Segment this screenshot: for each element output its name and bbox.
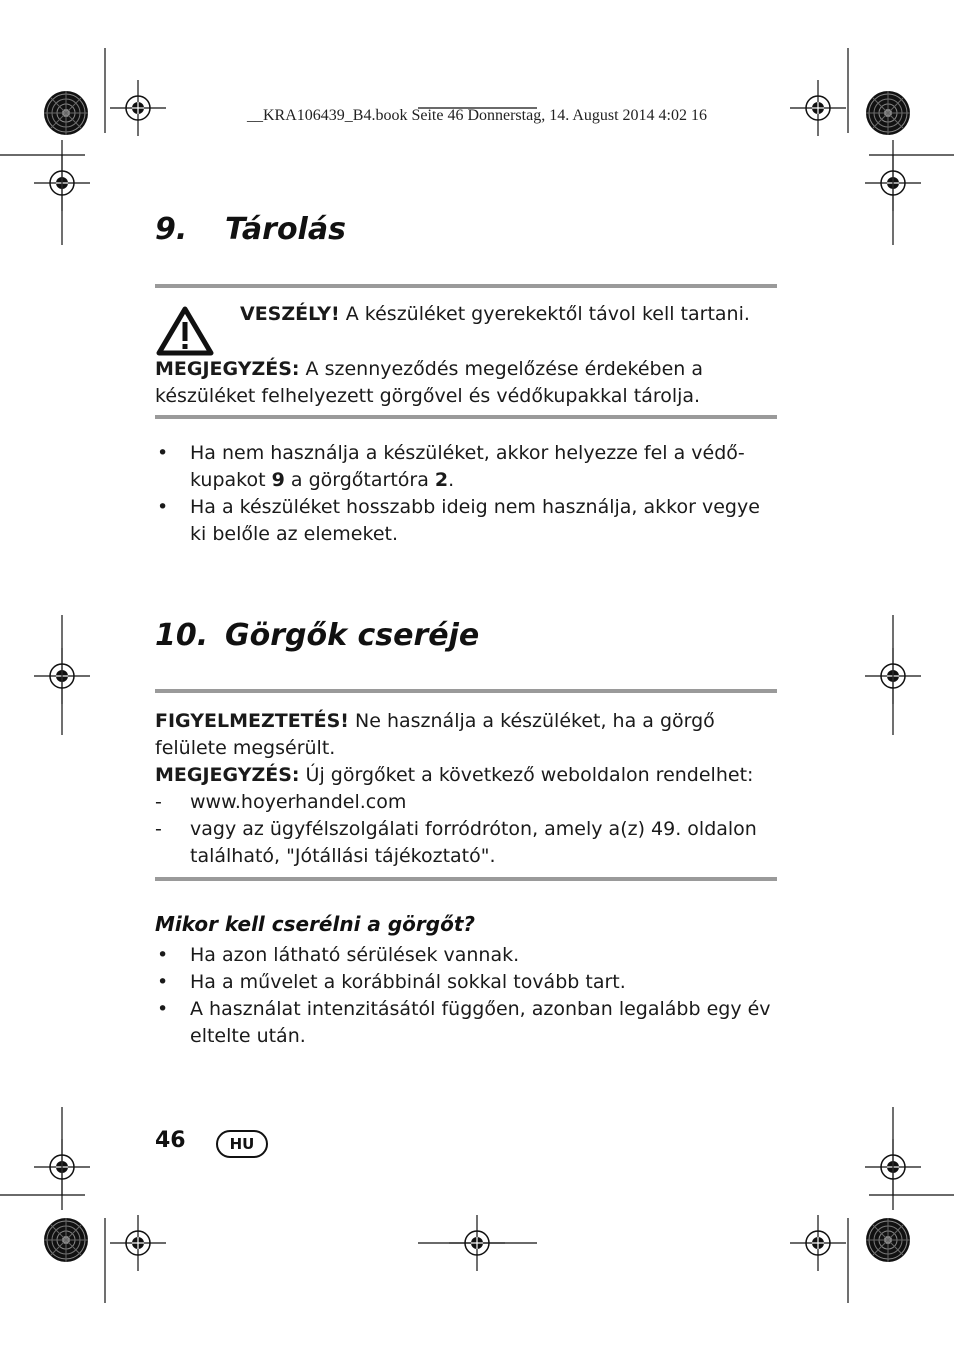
- section-9-heading: Tárolás: [225, 212, 346, 247]
- section-10-heading: Görgők cseréje: [225, 618, 480, 653]
- language-badge: HU: [216, 1130, 268, 1158]
- roller-warning: [155, 708, 777, 762]
- print-header: __KRA106439_B4.book Seite 46 Donnerstag, 14. August 2014 4:02 16: [247, 107, 707, 124]
- list-item: - vagy az ügyfélszolgálati forródróton, amely a(z) 49. oldalon található, "Jótállási tájékoztató".: [155, 816, 777, 870]
- ordering-note: [155, 762, 795, 789]
- section-10-number: 10.: [155, 618, 209, 653]
- section-10-title: [155, 618, 479, 653]
- ordering-note-label: MEGJEGYZÉS:: [155, 764, 300, 786]
- warning-label: FIGYELMEZTETÉS!: [155, 710, 349, 732]
- section-9-bottom-rule: [155, 415, 777, 419]
- storage-instructions: [155, 440, 780, 548]
- section-10-bottom-rule: [155, 877, 777, 881]
- list-item: • Ha a készüléket hosszabb ideig nem használja, akkor vegye ki belőle az elemeket.: [155, 494, 780, 548]
- danger-notice: [240, 301, 780, 328]
- warning-triangle-icon: [156, 306, 214, 356]
- section-9-number: 9.: [155, 212, 188, 247]
- replacement-reasons: [155, 942, 780, 1050]
- part-ref-2: 2: [434, 469, 449, 491]
- list-item: - www.hoyerhandel.com: [155, 789, 777, 816]
- section-9-title: [155, 212, 346, 247]
- list-item: • Ha a művelet a korábbinál sokkal tovább tart.: [155, 969, 780, 996]
- bullet-text: a görgőtartóra: [284, 469, 435, 491]
- section-10-top-rule: [155, 689, 777, 693]
- bullet-text: .: [448, 469, 455, 491]
- ordering-options: [155, 789, 777, 870]
- ordering-note-text: Új görgőket a következő weboldalon rendelhet:: [299, 764, 754, 786]
- part-ref-9: 9: [271, 469, 285, 491]
- danger-text: A készüléket gyerekektől távol kell tartani.: [339, 303, 750, 325]
- replacement-subheading: Mikor kell cserélni a görgőt?: [155, 912, 475, 936]
- danger-label: VESZÉLY!: [240, 303, 340, 325]
- bullet-text: Ha nem használja a készüléket, akkor helyezze fel a védő-kupakot: [190, 442, 745, 491]
- list-item: [155, 440, 780, 494]
- warning-text: Ne használja a készüléket, ha a görgő felülete megsérült.: [155, 710, 715, 759]
- section-9-top-rule: [155, 284, 777, 288]
- list-item: • Ha azon látható sérülések vannak.: [155, 942, 780, 969]
- page-number: 46: [155, 1128, 186, 1153]
- storage-note-text: A szennyeződés megelőzése érdekében a készüléket felhelyezett görgővel és védőkupakkal tárolja.: [155, 358, 704, 407]
- storage-note-label: MEGJEGYZÉS:: [155, 358, 300, 380]
- list-item: • A használat intenzitásától függően, azonban legalább egy év eltelte után.: [155, 996, 780, 1050]
- storage-note: [155, 356, 777, 410]
